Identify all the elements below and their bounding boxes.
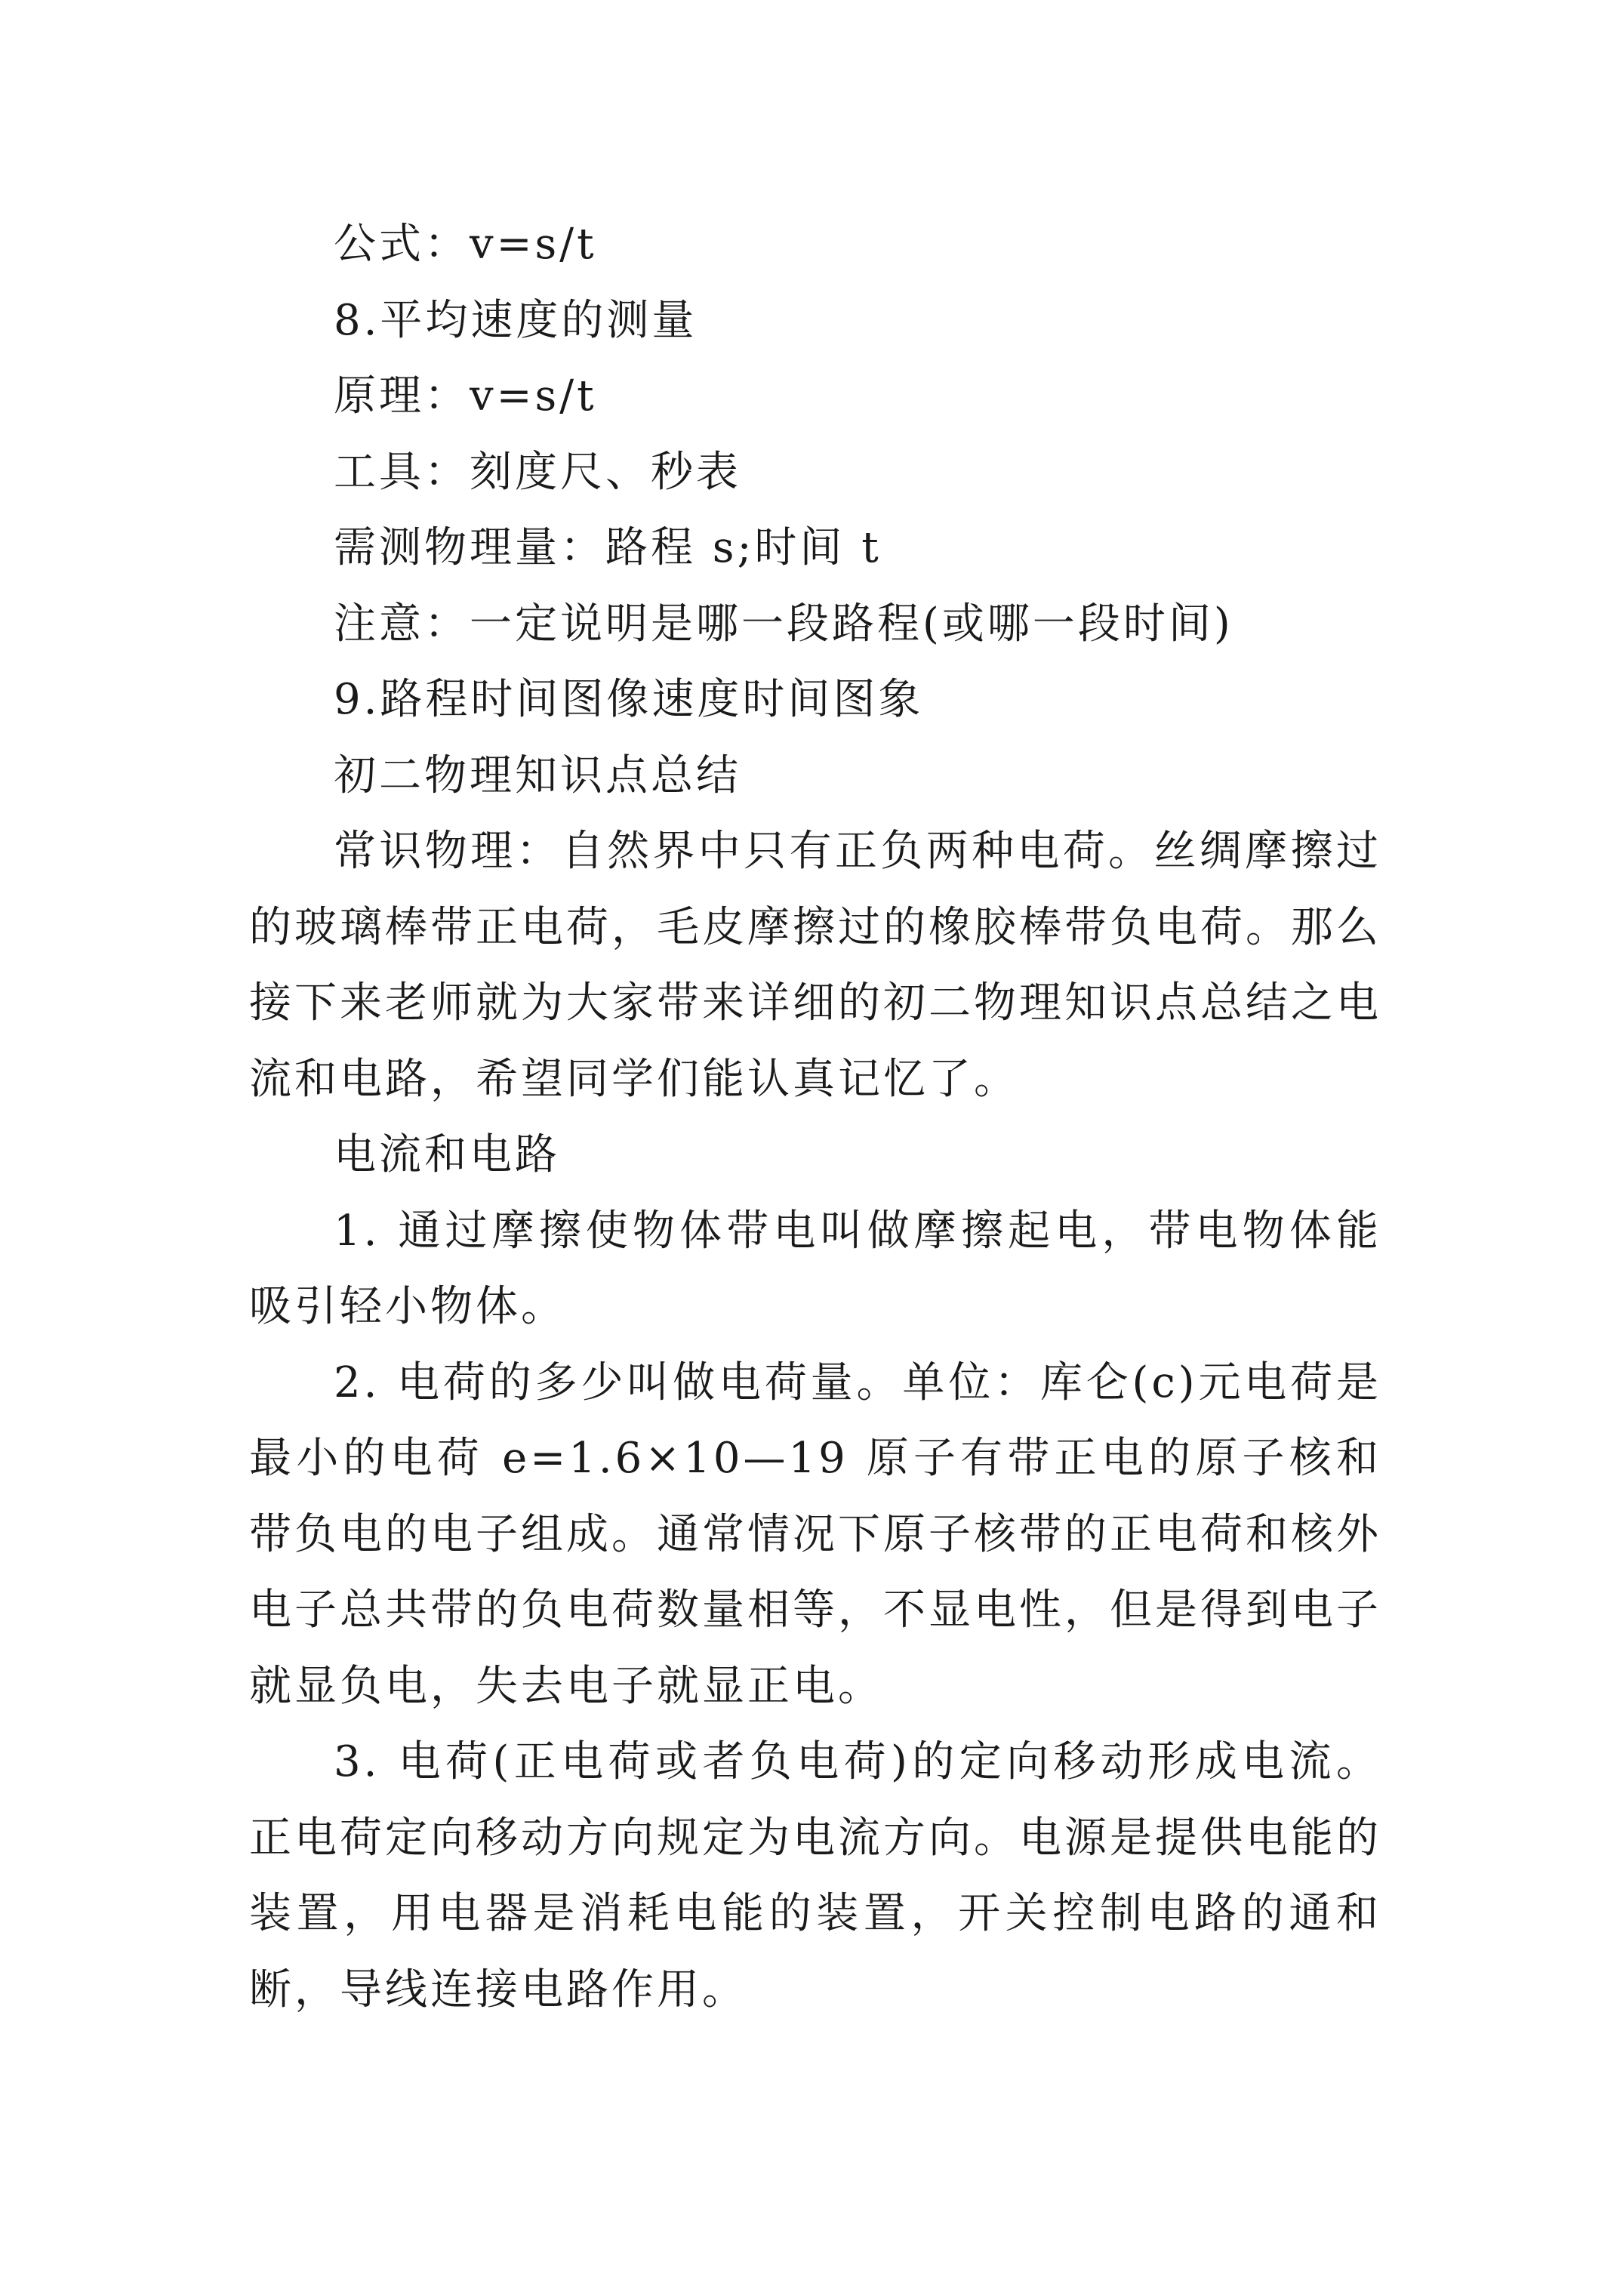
summary-title: 初二物理知识点总结 bbox=[334, 750, 741, 800]
formula-line: 公式：v=s/t bbox=[334, 220, 597, 269]
list-item-2: 2. 电荷的多少叫做电荷量。单位：库仑(c)元电荷是最小的电荷 e=1.6×10—19 原子有带正电的原子核和带负电的电子组成。通常情况下原子核带的正电荷和核外电子总共带的负电荷数量相等，不显电性，但是得到电子就显负电，失去电子就显正电。 bbox=[249, 1358, 1381, 1711]
tools-line: 工具：刻度尺、秒表 bbox=[334, 447, 741, 497]
document-body bbox=[249, 207, 1381, 2028]
quantities-line: 需测物理量：路程 s;时间 t bbox=[334, 523, 882, 572]
list-item-3: 3. 电荷(正电荷或者负电荷)的定向移动形成电流。正电荷定向移动方向规定为电流方向。电源是提供电能的装置，用电器是消耗电能的装置，开关控制电路的通和断，导线连接电路作用。 bbox=[249, 1737, 1381, 2014]
note-line: 注意：一定说明是哪一段路程(或哪一段时间) bbox=[334, 599, 1233, 649]
intro-paragraph: 常识物理：自然界中只有正负两种电荷。丝绸摩擦过的玻璃棒带正电荷，毛皮摩擦过的橡胶棒带负电荷。那么接下来老师就为大家带来详细的初二物理知识点总结之电流和电路，希望同学们能认真记忆了。 bbox=[249, 827, 1381, 1104]
section-heading-graphs: 9.路程时间图像速度时间图象 bbox=[334, 675, 924, 724]
section-heading-average-speed: 8.平均速度的测量 bbox=[334, 295, 698, 345]
principle-line: 原理：v=s/t bbox=[334, 371, 597, 421]
list-item-1: 1. 通过摩擦使物体带电叫做摩擦起电，带电物体能吸引轻小物体。 bbox=[249, 1206, 1381, 1331]
section-heading-current-circuit: 电流和电路 bbox=[334, 1130, 560, 1179]
